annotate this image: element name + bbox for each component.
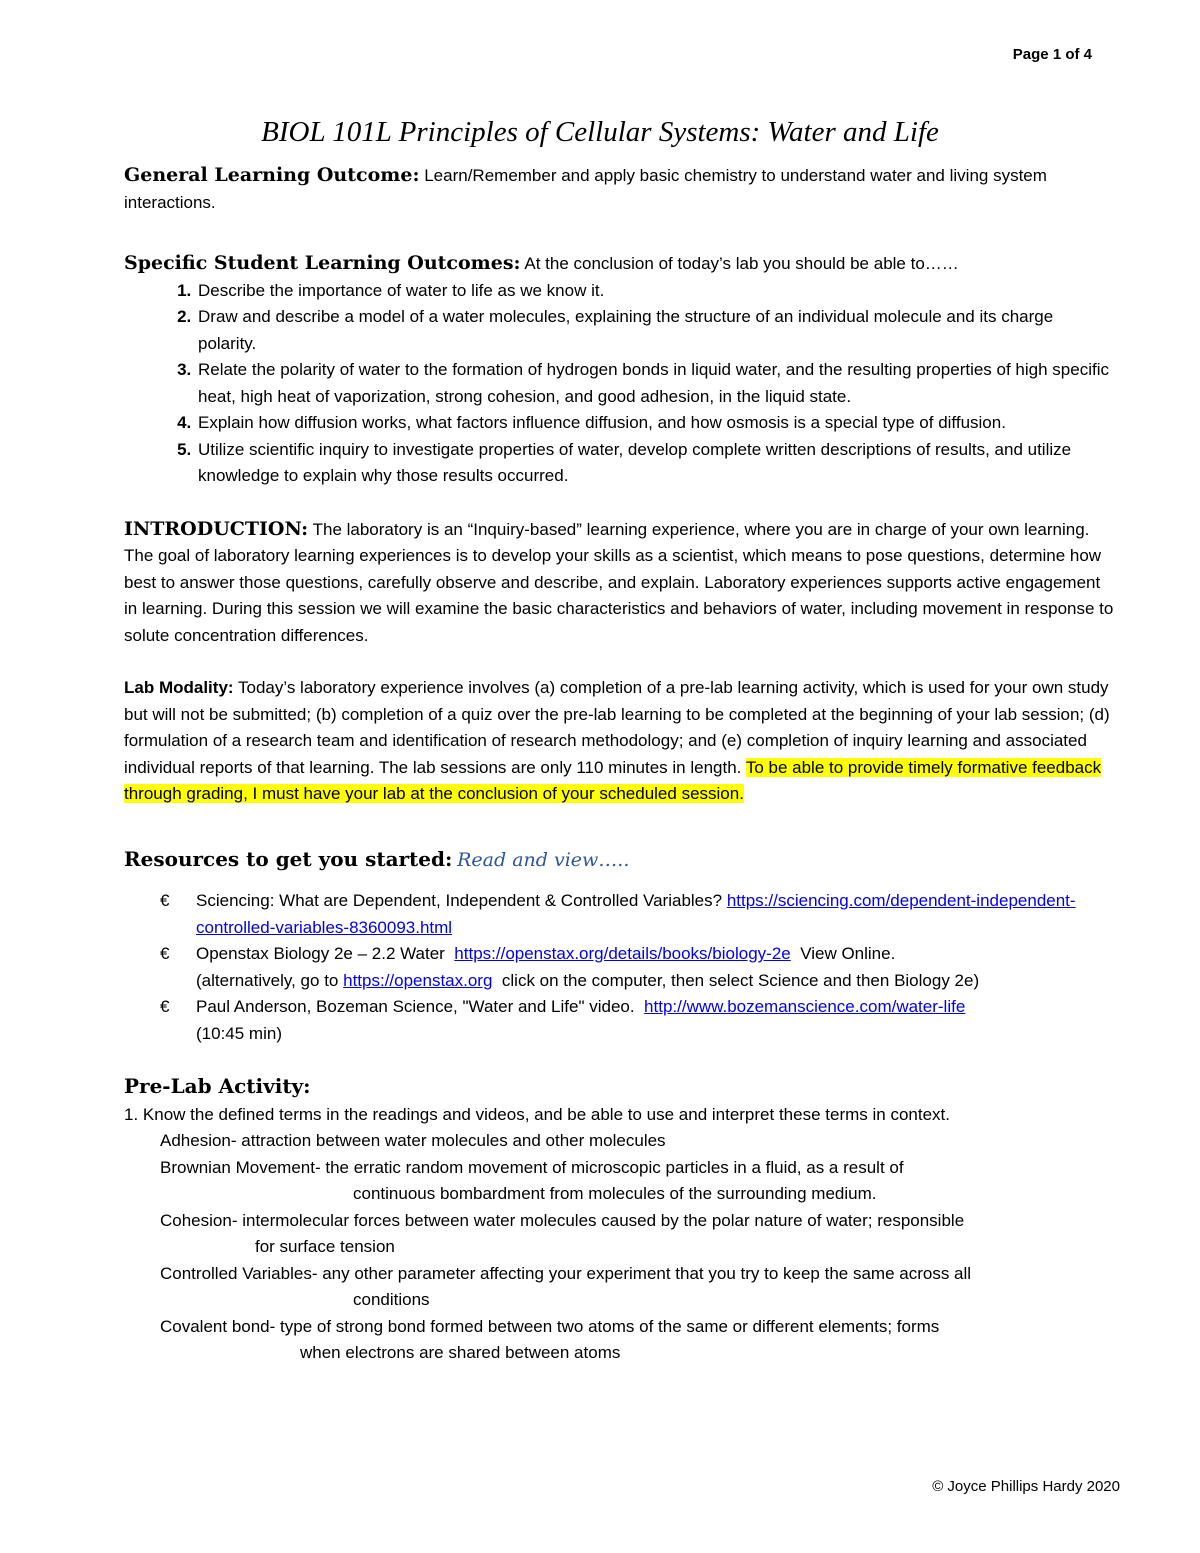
lab-modality-text: Today’s laboratory experience involves (a) completion of a pre-lab learning activity, which is used for your own study but will not be submitted; (b) completion of a quiz over the pre-lab learning to be completed at the beginning of your lab session; (d) formulation of a research team and identification of research methodology; and (e) completion of inquiry learning and associated individual reports of that learning. The lab sessions are only 110 minutes in length. (124, 678, 1110, 777)
prelab-item-number: 1. (124, 1104, 139, 1124)
term-continuation: conditions (353, 1290, 430, 1309)
list-item: 2. Draw and describe a model of a water molecules, explaining the structure of an individual molecule and its charge polarity. (196, 304, 1114, 357)
introduction-label: INTRODUCTION: (124, 517, 309, 540)
term-continuation: for surface tension (255, 1237, 395, 1256)
list-item: 1. Describe the importance of water to life as we know it. (196, 278, 1114, 305)
introduction-text: The laboratory is an “Inquiry-based” learning experience, where you are in charge of your own learning. The goal of laboratory learning experiences is to develop your skills as a scientist, which means to pose questions, determine how best to answer those questions, carefully observe and describe, and explain. Laboratory experiences supports active engagement in learning. During this session we will examine the basic characteristics and behaviors of water, including movement in response to solute concentration differences. (124, 519, 1114, 645)
resource-link[interactable]: https://openstax.org/details/books/biology-2e (454, 944, 791, 963)
term-continuation: continuous bombardment from molecules of the surrounding medium. (353, 1184, 877, 1203)
lab-modality-label: Lab Modality: (124, 678, 234, 697)
bullet-icon: € (160, 997, 170, 1016)
resource-alt-prefix: (alternatively, go to (196, 970, 339, 990)
term-adhesion (160, 1128, 1114, 1155)
term-line: Controlled Variables- any other parameter affecting your experiment that you try to keep the same across all (160, 1263, 972, 1283)
outcomes-list (124, 278, 1114, 490)
list-item (124, 994, 1114, 1047)
prelab-label: Pre-Lab Activity: (124, 1074, 311, 1098)
resource-link[interactable]: https://sciencing.com/dependent-independent-controlled-variables-8360093.html (196, 891, 1076, 937)
specific-outcomes-intro: At the conclusion of today’s lab you should be able to…… (524, 254, 959, 273)
bullet-icon: € (160, 891, 170, 910)
specific-outcomes-label: Specific Student Learning Outcomes: (124, 252, 521, 274)
resource-alt-link[interactable]: https://openstax.org (343, 970, 493, 990)
list-item: 3. Relate the polarity of water to the formation of hydrogen bonds in liquid water, and the resulting properties of high specific heat, high heat of vaporization, strong cohesion, and good adhesion, in the liquid state. (196, 357, 1114, 410)
general-outcome-text: Learn/Remember and apply basic chemistry to understand water and living system interactions. (124, 166, 1047, 212)
resources-label: Resources to get you started: (124, 846, 453, 871)
term-controlled-variables (160, 1261, 1114, 1314)
resources-subtitle: Read and view….. (457, 848, 630, 871)
list-item (124, 941, 1114, 994)
lab-modality (124, 675, 1114, 808)
prelab-heading (124, 1073, 1114, 1102)
lab-modality-highlight: To be able to provide timely formative feedback through grading, I must have your lab at the conclusion of your scheduled session. (124, 757, 1102, 803)
prelab-item-text: Know the defined terms in the readings and videos, and be able to use and interpret these terms in context. (142, 1104, 950, 1124)
resource-text: Paul Anderson, Bozeman Science, "Water and Life" video. (196, 997, 635, 1016)
bullet-icon: € (160, 944, 170, 963)
term-line: Adhesion- attraction between water molecules and other molecules (160, 1131, 666, 1150)
page-number: Page 1 of 4 (1012, 46, 1092, 63)
general-outcome-label: General Learning Outcome: (124, 164, 420, 186)
resource-text: Sciencing: What are Dependent, Independent & Controlled Variables? (196, 891, 723, 910)
specific-outcomes-heading (124, 250, 1114, 278)
list-item: 5. Utilize scientific inquiry to investigate properties of water, develop complete written descriptions of results, and utilize knowledge to explain why those results occurred. (196, 437, 1114, 490)
general-outcome (124, 162, 1114, 216)
copyright-footer: © Joyce Phillips Hardy 2020 (932, 1478, 1120, 1495)
term-brownian (160, 1155, 1114, 1208)
resource-suffix: (10:45 min) (196, 1023, 282, 1043)
resource-suffix: View Online. (800, 944, 896, 963)
term-line: Cohesion- intermolecular forces between water molecules caused by the polar nature of water; responsible (160, 1210, 965, 1230)
term-continuation: when electrons are shared between atoms (300, 1343, 621, 1362)
list-item: 4. Explain how diffusion works, what factors influence diffusion, and how osmosis is a special type of diffusion. (196, 410, 1114, 437)
term-line: Covalent bond- type of strong bond formed between two atoms of the same or different elements; forms (160, 1316, 940, 1336)
prelab-item-1 (124, 1102, 1114, 1129)
document-title: BIOL 101L Principles of Cellular Systems: Water and Life (261, 116, 939, 148)
term-line: Brownian Movement- the erratic random movement of microscopic particles in a fluid, as a result of (160, 1157, 904, 1177)
resource-alt-suffix: click on the computer, then select Science and then Biology 2e) (501, 970, 980, 990)
document-body (124, 162, 1114, 1367)
introduction (124, 516, 1114, 650)
resources-heading (124, 846, 1114, 875)
term-cohesion (160, 1208, 1114, 1261)
term-covalent-bond (160, 1314, 1114, 1367)
resource-link[interactable]: http://www.bozemanscience.com/water-life (644, 997, 966, 1016)
resources-list (124, 888, 1114, 1047)
resource-text: Openstax Biology 2e – 2.2 Water (196, 944, 445, 963)
list-item (124, 888, 1114, 941)
